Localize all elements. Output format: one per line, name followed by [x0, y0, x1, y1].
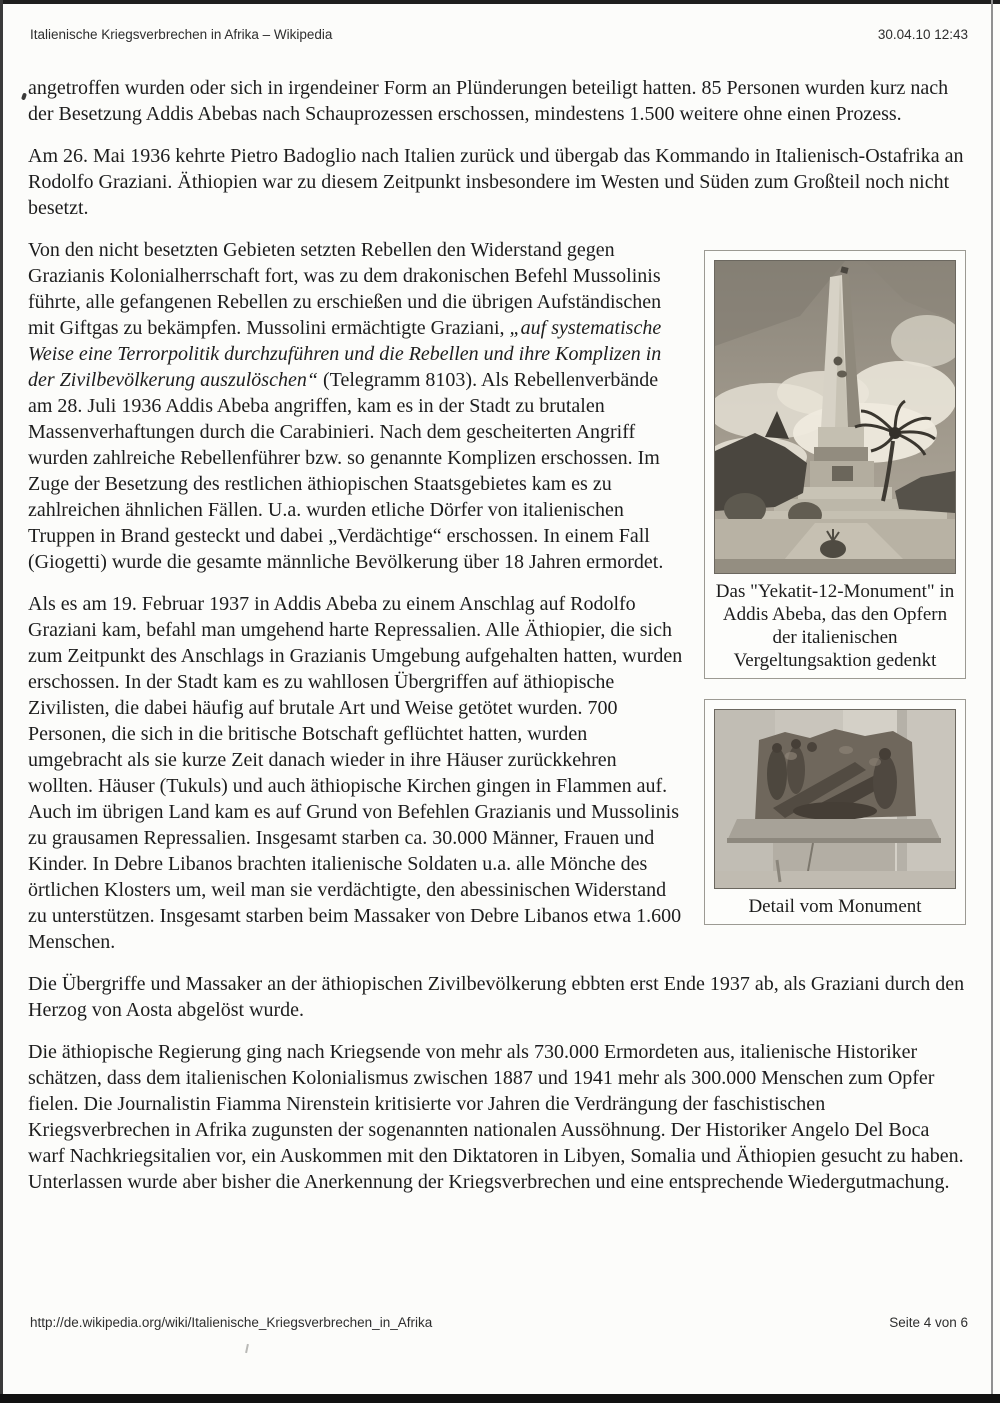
scan-edge-left	[0, 0, 3, 1403]
paragraph: Die äthiopische Regierung ging nach Kriegsende von mehr als 730.000 Ermordeten aus, italienische Historiker schätzen, dass dem italienischen Kolonialismus zwischen 1887 und 1941 mehr als 300.000 Menschen zum Opfer fielen. Die Journalistin Fiamma Nirenstein kritisierte vor Jahren die Verdrängung der faschistischen Kriegsverbrechen in Afrika zugunsten der sogenannten nationalen Aussöhnung. Der Historiker Angelo Del Boca warf Nachkriegsitalien vor, ein Auskommen mit den Diktatoren in Libyen, Somalia und Äthiopien gesucht zu haben. Unterlassen wurde aber bisher die Anerkennung der Kriegsverbrechen und eine entsprechende Wiedergutmachung.	[28, 1041, 964, 1193]
figure-yekatit-monument	[704, 250, 966, 679]
paragraph: angetroffen wurden oder sich in irgendeiner Form an Plünderungen beteiligt hatten. 85 Personen wurden kurz nach der Besetzung Addis Abebas nach Schauprozessen erschossen, mindestens 1.500 weitere ohne einen Prozess.	[28, 77, 949, 125]
mussolini-telegram-quote: „auf systematische Weise eine Terrorpolitik durchzuführen und die Rebellen und ihre Komplizen in der Zivilbevölkerung auszulöschen“	[28, 317, 662, 391]
scan-artifact	[245, 1344, 249, 1353]
paragraph-text: Von den nicht besetzten Gebieten setzten Rebellen den Widerstand gegen Grazianis Kolonialherrschaft fort, was zu dem drakonischen Befehl Mussolinis führte, alle gefangenen Rebellen zu erschießen und die übrigen Aufständischen mit Giftgas zu bekämpfen. Mussolini ermächtigte Graziani,	[28, 239, 662, 339]
relief-photo	[714, 709, 956, 889]
scan-edge-bottom	[0, 1394, 1000, 1403]
figure-caption: Das "Yekatit-12-Monument" in Addis Abeba, das den Opfern der italienischen Vergeltungsaktion gedenkt	[715, 581, 955, 671]
footer-page-number: Seite 4 von 6	[889, 1315, 968, 1330]
paragraph: Die Übergriffe und Massaker an der äthiopischen Zivilbevölkerung ebbten erst Ende 1937 ab, als Graziani durch den Herzog von Aosta abgelöst wurde.	[28, 973, 965, 1021]
figure-monument-detail	[704, 699, 966, 925]
scan-edge-right	[991, 0, 993, 1403]
monument-photo-illustration	[715, 261, 955, 573]
monument-photo	[714, 260, 956, 574]
footer-url: http://de.wikipedia.org/wiki/Italienische_Kriegsverbrechen_in_Afrika	[30, 1315, 433, 1330]
scan-artifact	[21, 93, 27, 101]
relief-photo-illustration	[715, 710, 955, 888]
paragraph-text: (Telegramm 8103). Als Rebellenverbände am 28. Juli 1936 Addis Abeba angriffen, kam es in der Stadt zu brutalen Massenverhaftungen durch die Carabinieri. Nach dem gescheiterten Angriff wurden zahlreiche Rebellenführer bzw. so genannte Komplizen erschossen. Im Zuge der Besetzung des restlichen äthiopischen Staatsgebietes kam es zu zahlreichen ähnlichen Fällen. U.a. wurden etliche Dörfer von italienischen Truppen in Brand gesteckt und dabei „Verdächtige“ erschossen. In einem Fall (Giogetti) wurde die gesamte männliche Bevölkerung über 18 Jahren ermordet.	[28, 369, 664, 573]
print-footer	[30, 1315, 968, 1330]
header-title: Italienische Kriegsverbrechen in Afrika – Wikipedia	[30, 27, 333, 42]
scan-edge-top	[0, 0, 1000, 4]
paragraph: Als es am 19. Februar 1937 in Addis Abeba zu einem Anschlag auf Rodolfo Graziani kam, befahl man umgehend harte Repressalien. Alle Äthiopier, die sich zum Zeitpunkt des Anschlags in Grazianis Umgebung aufgehalten hatten, wurden erschossen. In der Stadt kam es zu wahllosen Übergriffen auf äthiopische Zivilisten, die dabei häufig auf brutale Art und Weise getötet wurden. 700 Personen, die sich in die britische Botschaft geflüchtet hatten, wurden umgebracht als sie kurze Zeit danach wieder in ihre Häuser zurückkehren wollten. Häuser (Tukuls) und auch äthiopische Kirchen gingen in Flammen auf. Auch im übrigen Land kam es auf Grund von Befehlen Grazianis und Mussolinis zu grausamen Repressalien. Insgesamt starben ca. 30.000 Männer, Frauen und Kinder. In Debre Libanos brachten italienische Soldaten u.a. alle Mönche des örtlichen Klosters um, weil man sie verdächtigte, den abessinischen Widerstand zu unterstützen. Insgesamt starben beim Massaker von Debre Libanos etwa 1.600 Menschen.	[28, 593, 683, 953]
figure-caption: Detail vom Monument	[748, 896, 922, 917]
print-header	[30, 27, 968, 42]
paragraph: Am 26. Mai 1936 kehrte Pietro Badoglio nach Italien zurück und übergab das Kommando in Italienisch-Ostafrika an Rodolfo Graziani. Äthiopien war zu diesem Zeitpunkt insbesondere im Westen und Süden zum Großteil noch nicht besetzt.	[28, 145, 964, 219]
header-datetime: 30.04.10 12:43	[877, 27, 968, 42]
article-body	[28, 75, 966, 1211]
